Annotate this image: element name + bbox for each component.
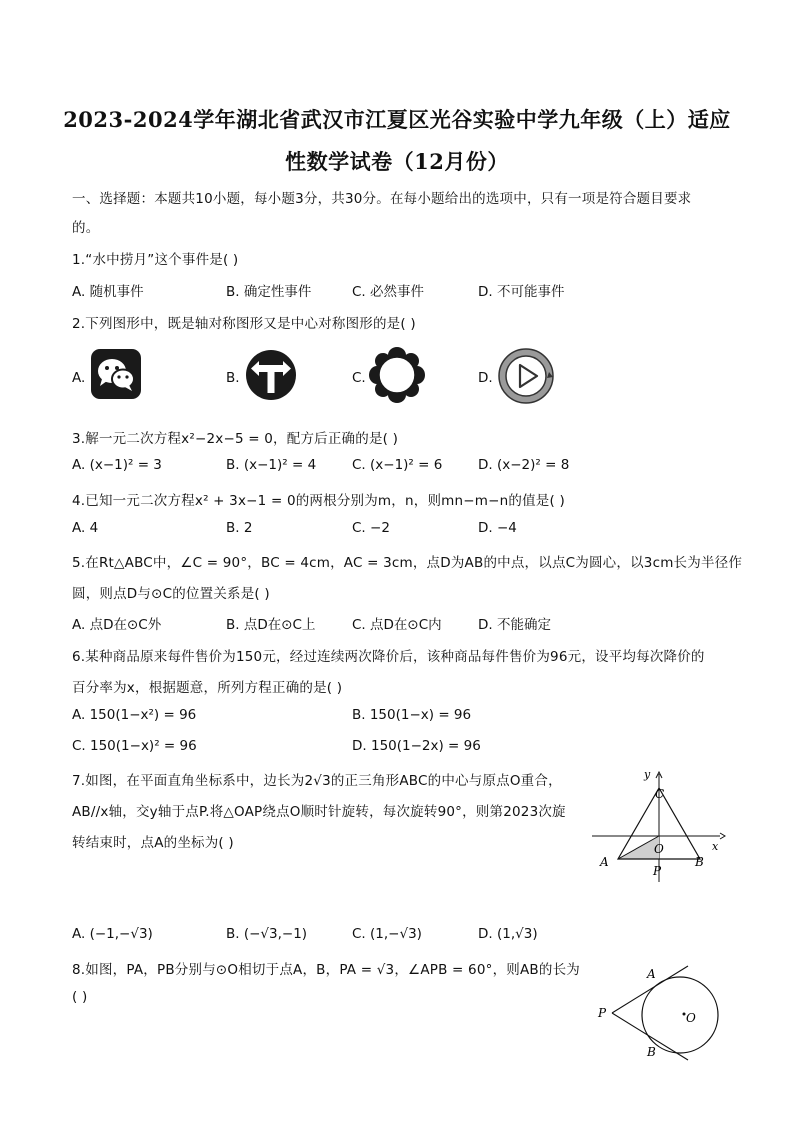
fig7-label-y: y xyxy=(644,768,651,781)
question-1-stem: 1.“水中捞月”这个事件是( ) xyxy=(72,252,239,268)
flower-icon xyxy=(368,346,426,408)
question-6-stem-cont: 百分率为x，根据题意，所列方程正确的是( ) xyxy=(72,680,343,696)
section-header: 一、选择题：本题共10小题，每小题3分，共30分。在每小题给出的选项中，只有一项是符合题目要求 xyxy=(72,191,692,207)
question-3-option-a: A. (x−1)² = 3 xyxy=(72,457,162,473)
question-5-stem-cont: 圆，则点D与⊙C的位置关系是( ) xyxy=(72,586,270,602)
question-3-option-c: C. (x−1)² = 6 xyxy=(352,457,443,473)
section-header-cont: 的。 xyxy=(72,220,100,236)
question-7-stem-cont: AB//x轴，交y轴于点P.将△OAP绕点O顺时针旋转，每次旋转90°，则第2023次旋 xyxy=(72,804,566,820)
question-1-option-d: D. 不可能事件 xyxy=(478,284,565,300)
question-7-option-a: A. (−1,−√3) xyxy=(72,926,153,942)
chat-app-icon xyxy=(90,348,142,404)
question-3-stem: 3.解一元二次方程x²−2x−5 = 0，配方后正确的是( ) xyxy=(72,431,399,447)
play-button-icon xyxy=(496,346,556,410)
question-6-option-b: B. 150(1−x) = 96 xyxy=(352,707,472,723)
question-2-option-d: D. xyxy=(478,370,493,386)
question-2-stem: 2.下列图形中，既是轴对称图形又是中心对称图形的是( ) xyxy=(72,316,416,332)
question-8-stem: 8.如图，PA，PB分别与⊙O相切于点A，B，PA = √3，∠APB = 60°，则AB的长为 xyxy=(72,962,580,978)
question-8-figure xyxy=(592,960,726,1074)
fig8-label-p: P xyxy=(598,1006,607,1020)
question-1-option-b: B. 确定性事件 xyxy=(226,284,312,300)
turn-sign-icon xyxy=(244,348,298,406)
question-5-option-d: D. 不能确定 xyxy=(478,617,551,633)
question-4-stem: 4.已知一元二次方程x² + 3x−1 = 0的两根分别为m，n，则mn−m−n的值是( ) xyxy=(72,493,565,509)
question-2-option-a: A. xyxy=(72,370,86,386)
question-5-option-b: B. 点D在⊙C上 xyxy=(226,617,316,633)
question-2-option-c: C. xyxy=(352,370,366,386)
question-5-stem: 5.在Rt△ABC中，∠C = 90°，BC = 4cm，AC = 3cm，点D为AB的中点，以点C为圆心，以3cm长为半径作 xyxy=(72,555,743,571)
fig7-label-c: C xyxy=(655,787,665,801)
question-7-option-b: B. (−√3,−1) xyxy=(226,926,308,942)
fig7-label-p: P xyxy=(653,864,662,878)
question-5-option-a: A. 点D在⊙C外 xyxy=(72,617,162,633)
fig7-label-a: A xyxy=(600,855,609,869)
question-7-option-d: D. (1,√3) xyxy=(478,926,538,942)
question-6-option-d: D. 150(1−2x) = 96 xyxy=(352,738,481,754)
question-7-figure xyxy=(592,768,726,888)
question-4-option-a: A. 4 xyxy=(72,520,99,536)
question-3-option-d: D. (x−2)² = 8 xyxy=(478,457,570,473)
question-6-stem: 6.某种商品原来每件售价为150元，经过连续两次降价后，该种商品每件售价为96元，设平均每次降价的 xyxy=(72,649,705,665)
question-5-option-c: C. 点D在⊙C内 xyxy=(352,617,442,633)
fig7-label-o: O xyxy=(654,842,664,856)
question-2-option-b: B. xyxy=(226,370,240,386)
question-7-option-c: C. (1,−√3) xyxy=(352,926,422,942)
exam-title-line2: 性数学试卷（12月份） xyxy=(285,149,509,174)
question-6-option-c: C. 150(1−x)² = 96 xyxy=(72,738,197,754)
fig8-label-a: A xyxy=(647,967,656,981)
fig7-label-b: B xyxy=(695,855,704,869)
question-7-stem: 7.如图，在平面直角坐标系中，边长为2√3的正三角形ABC的中心与原点O重合， xyxy=(72,773,562,789)
question-8-stem-cont: ( ) xyxy=(72,989,88,1005)
question-4-option-c: C. −2 xyxy=(352,520,390,536)
fig8-label-o: O xyxy=(686,1011,696,1025)
question-3-option-b: B. (x−1)² = 4 xyxy=(226,457,317,473)
fig8-label-b: B xyxy=(647,1045,656,1059)
question-6-option-a: A. 150(1−x²) = 96 xyxy=(72,707,197,723)
question-7-stem-cont2: 转结束时，点A的坐标为( ) xyxy=(72,835,234,851)
question-4-option-b: B. 2 xyxy=(226,520,253,536)
fig7-label-x: x xyxy=(712,840,719,853)
question-1-option-a: A. 随机事件 xyxy=(72,284,144,300)
question-1-option-c: C. 必然事件 xyxy=(352,284,425,300)
exam-title-line1: 2023-2024学年湖北省武汉市江夏区光谷实验中学九年级（上）适应 xyxy=(63,107,731,132)
question-4-option-d: D. −4 xyxy=(478,520,517,536)
